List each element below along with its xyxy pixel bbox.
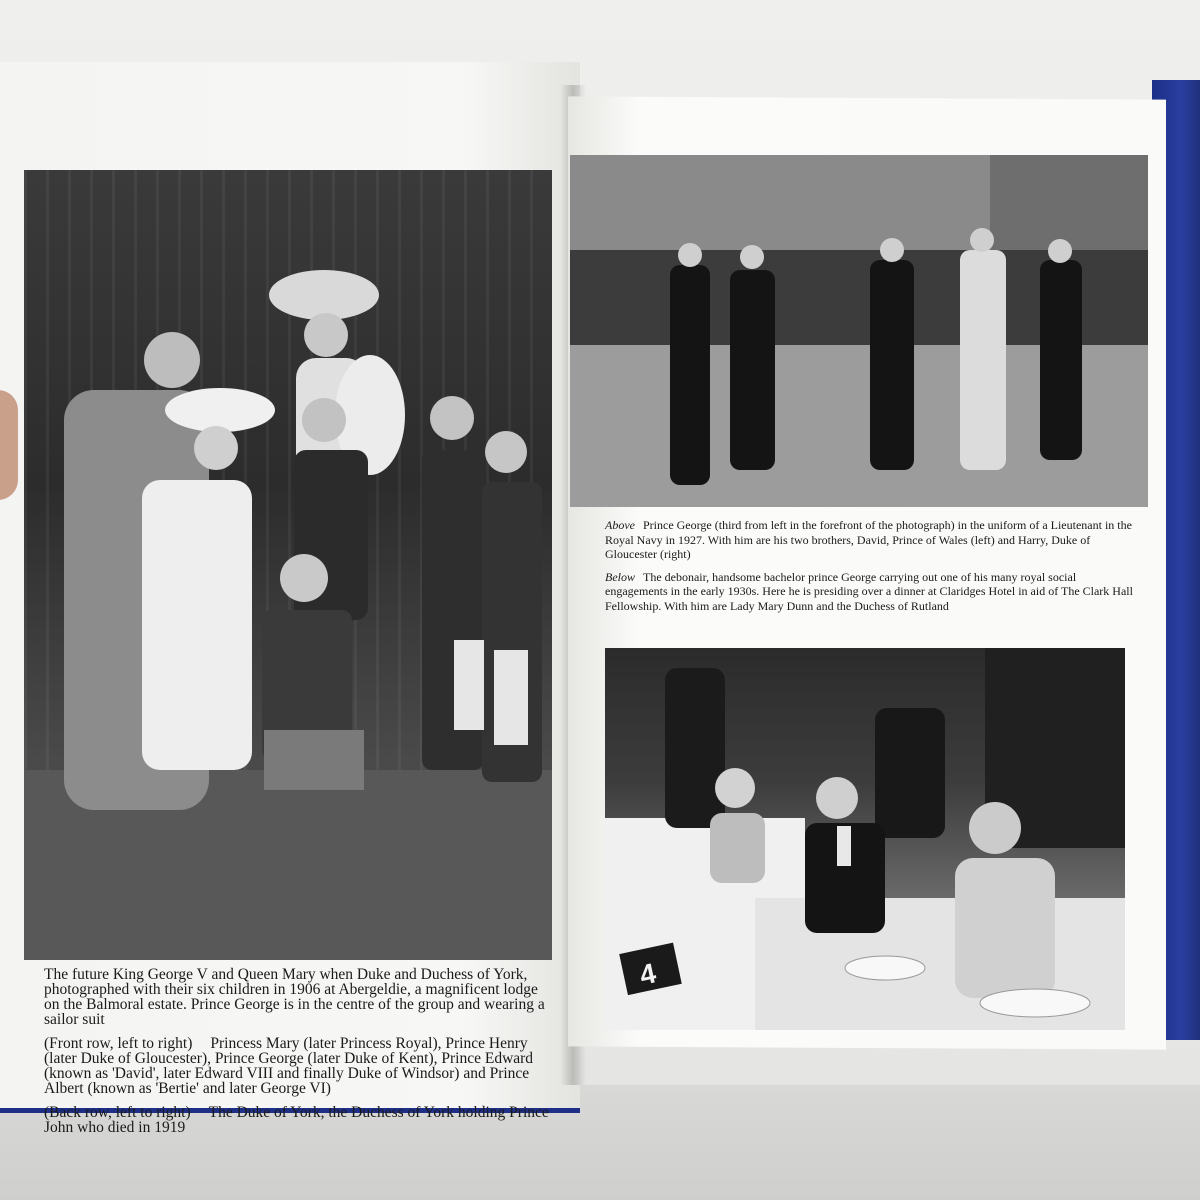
right-caption xyxy=(605,518,1140,622)
front-row-label: (Front row, left to right) xyxy=(44,1035,193,1052)
back-row-text: The Duke of York, the Duchess of York holding Prince John who died in 1919 xyxy=(44,1104,549,1136)
naval-parade-photo xyxy=(570,155,1148,507)
above-text: Prince George (third from left in the forefront of the photograph) in the uniform of a Lieutenant in the Royal Navy in 1927. With him are his two brothers, David, Prince of Wales (left) and Harry, Duke of Gloucester (right) xyxy=(605,518,1132,562)
above-label: Above xyxy=(605,518,635,532)
front-row-text: Princess Mary (later Princess Royal), Prince Henry (later Duke of Gloucester), Prince George (later Duke of Kent), Prince Edward (known as 'David', later Edward VIII and finally Duke of Windsor) and Prince Albert (known as 'Bertie' and later George VI) xyxy=(44,1035,534,1097)
naval-parade-figures xyxy=(570,155,1148,507)
below-text: The debonair, handsome bachelor prince George carrying out one of his many royal social engagements in the early 1930s. Here he is presiding over a dinner at Claridges Hotel in aid of The Clark Hall Fellowship. With him are Lady Mary Dunn and the Duchess of Rutland xyxy=(605,569,1133,613)
family-portrait-photo xyxy=(24,170,552,960)
table-number-card: 4 xyxy=(636,957,659,991)
family-portrait-figures xyxy=(24,170,552,960)
above-caption xyxy=(605,518,1140,562)
holding-thumb xyxy=(0,390,18,500)
below-label: Below xyxy=(605,569,635,584)
dinner-photo xyxy=(605,648,1125,1030)
front-row-caption xyxy=(44,1036,552,1096)
family-caption-main: The future King George V and Queen Mary when Duke and Duchess of York, photographed with their six children in 1906 at Abergeldie, a magnificent lodge on the Balmoral estate. Prince George is in the centre of the group and wearing a sailor suit xyxy=(44,966,545,1028)
back-row-caption xyxy=(44,1105,552,1135)
below-caption xyxy=(605,570,1140,614)
left-caption xyxy=(44,967,552,1144)
back-row-label: (Back row, left to right) xyxy=(44,1104,191,1121)
left-page xyxy=(0,62,580,1136)
dinner-figures xyxy=(605,648,1125,1030)
